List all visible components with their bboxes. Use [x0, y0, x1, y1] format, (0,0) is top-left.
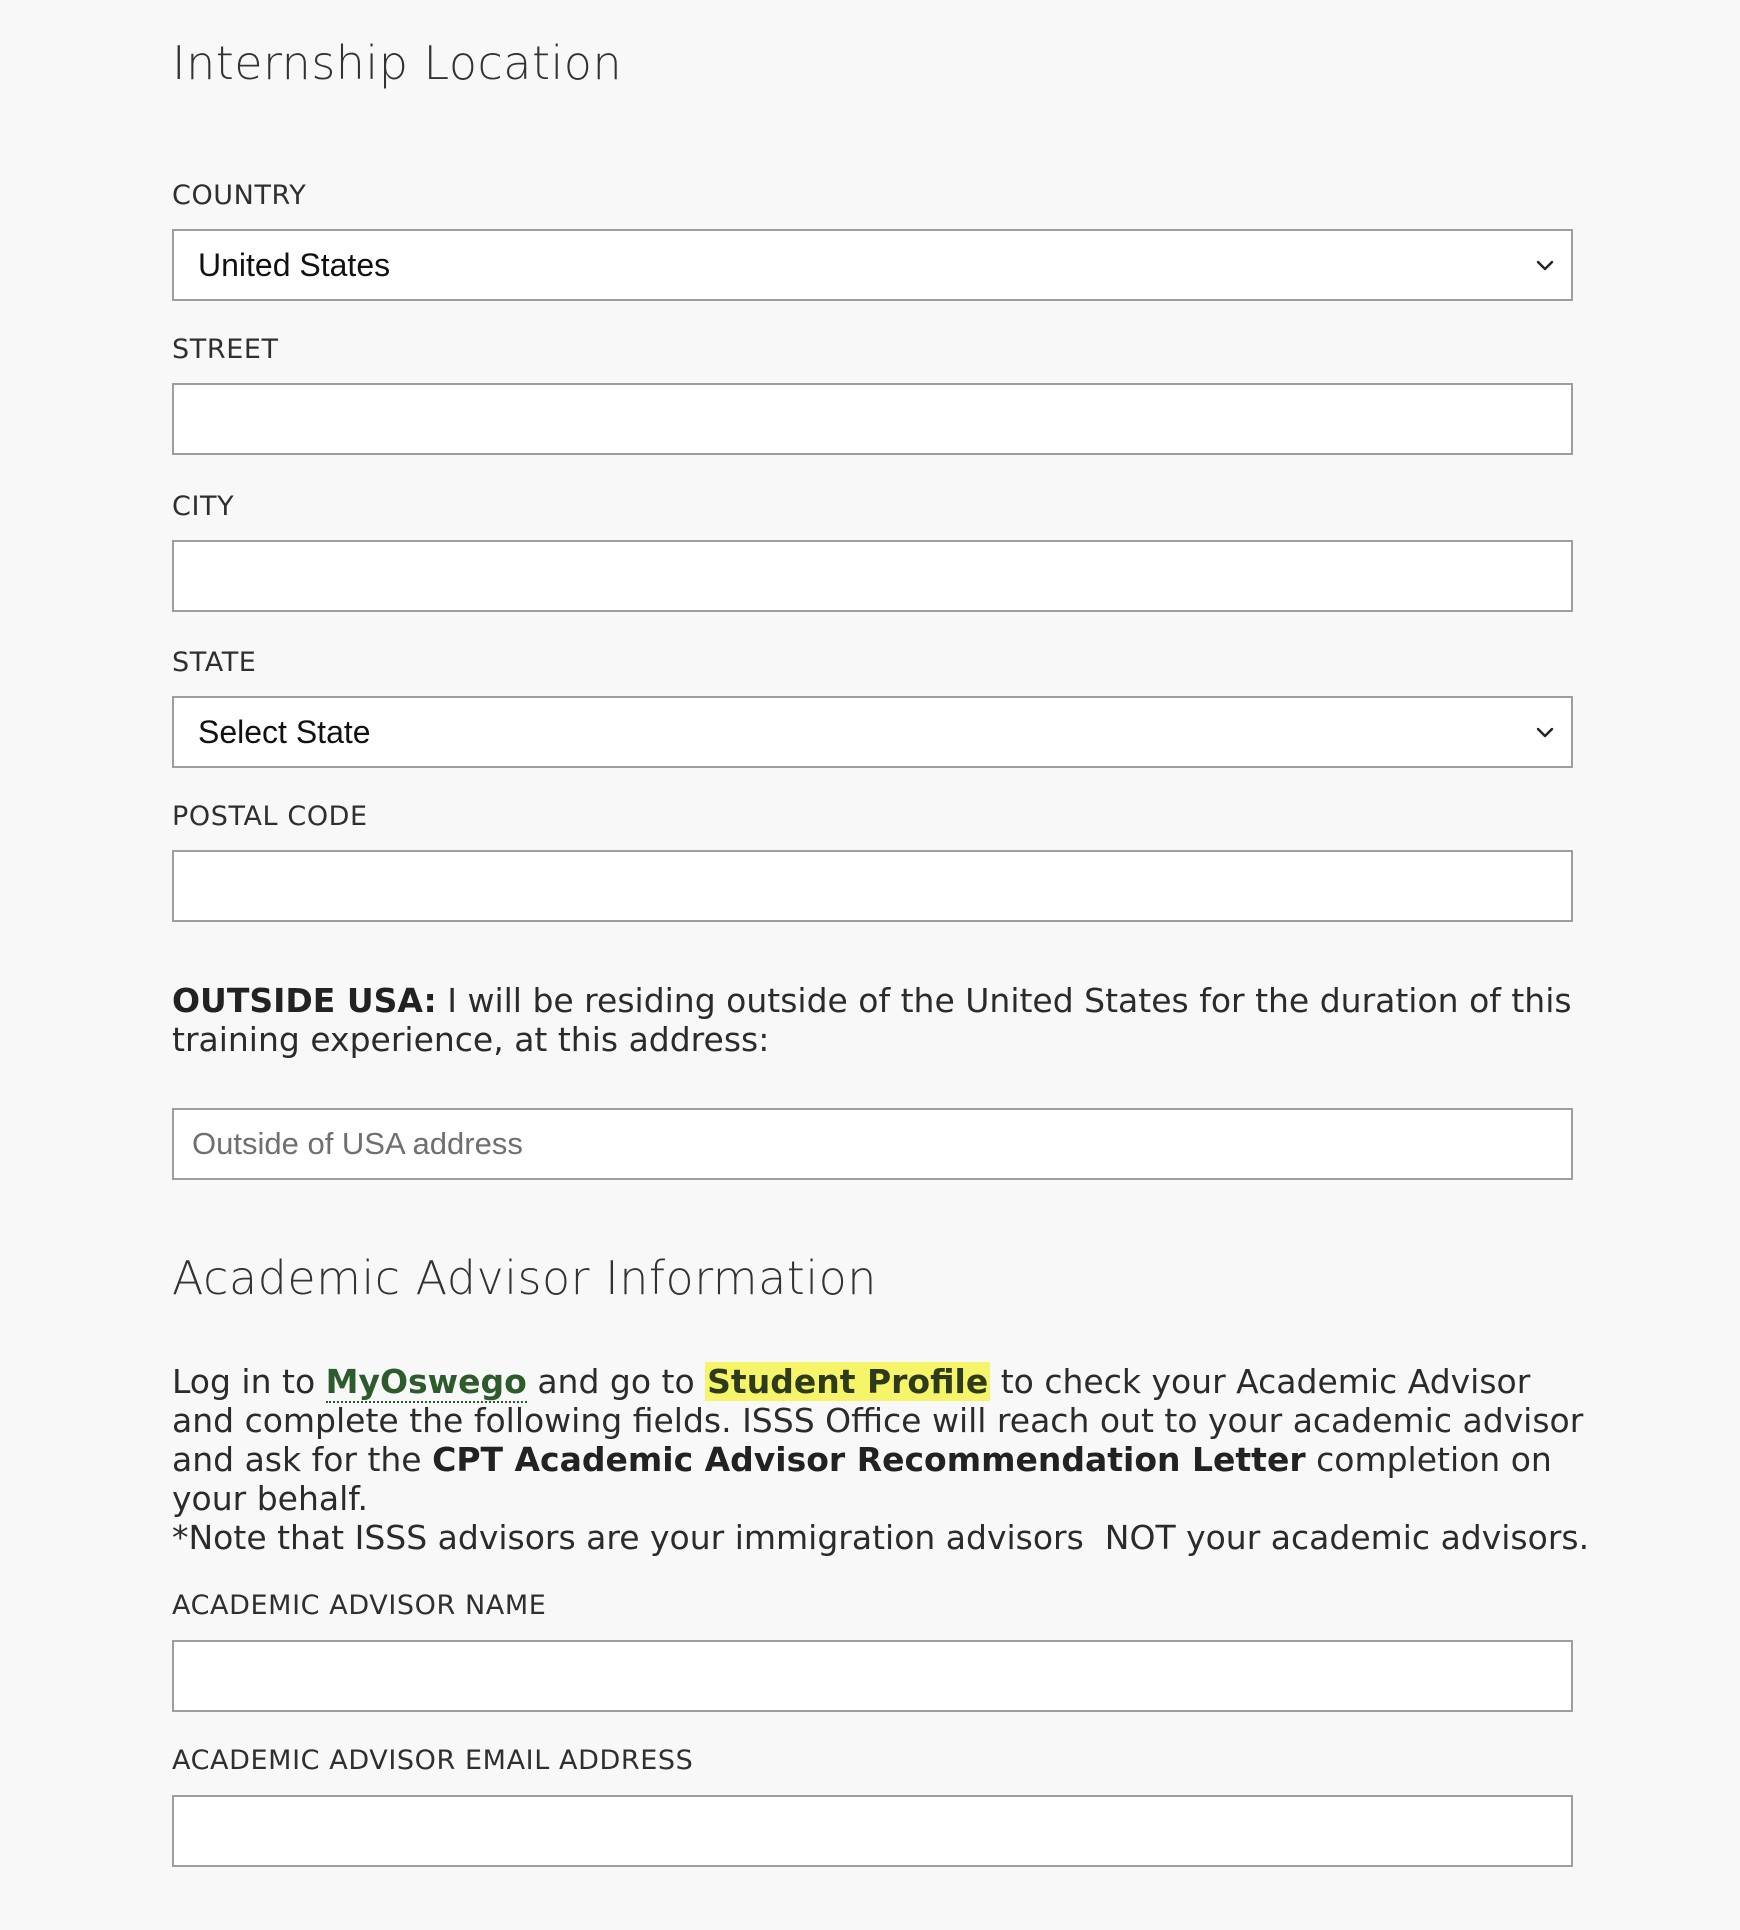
academic-advisor-intro: [172, 1362, 1592, 1518]
city-label: CITY: [172, 491, 235, 522]
state-select[interactable]: [172, 696, 1573, 768]
postal-code-input[interactable]: [172, 850, 1573, 922]
advisor-note: *Note that ISSS advisors are your immigration advisors NOT your academic advisors.: [172, 1518, 1590, 1557]
intro-text-3: to check your Academic Advisor and complete the following fields. ISSS Office will reach out to your academic advisor and ask for the: [172, 1362, 1584, 1479]
country-selected-value: United States: [198, 246, 391, 283]
street-input[interactable]: [172, 383, 1573, 455]
advisor-name-label: ACADEMIC ADVISOR NAME: [172, 1590, 547, 1621]
chevron-down-icon: [1533, 253, 1557, 277]
outside-usa-text: [172, 981, 1592, 1059]
country-label: COUNTRY: [172, 180, 307, 211]
country-select[interactable]: [172, 229, 1573, 301]
myoswego-link[interactable]: MyOswego: [325, 1362, 527, 1401]
outside-usa-address-input[interactable]: [172, 1108, 1573, 1180]
advisor-email-label: ACADEMIC ADVISOR EMAIL ADDRESS: [172, 1745, 694, 1776]
recommendation-letter-bold: CPT Academic Advisor Recommendation Letter: [432, 1440, 1306, 1479]
state-selected-value: Select State: [198, 713, 371, 750]
advisor-email-input[interactable]: [172, 1795, 1573, 1867]
outside-usa-description: I will be residing outside of the United States for the duration of this training experience, at this address:: [172, 981, 1572, 1059]
advisor-name-input[interactable]: [172, 1640, 1573, 1712]
chevron-down-icon: [1533, 720, 1557, 744]
postal-code-label: POSTAL CODE: [172, 801, 368, 832]
academic-advisor-heading: Academic Advisor Information: [172, 1251, 877, 1305]
outside-usa-bold: OUTSIDE USA:: [172, 981, 437, 1020]
city-input[interactable]: [172, 540, 1573, 612]
state-label: STATE: [172, 647, 257, 678]
intro-text-1: Log in to: [172, 1362, 326, 1401]
internship-location-heading: Internship Location: [172, 36, 623, 90]
street-label: STREET: [172, 334, 279, 365]
intro-text-4: completion on your behalf.: [172, 1440, 1552, 1518]
student-profile-highlight: Student Profile: [707, 1362, 989, 1401]
intro-text-2: and go to: [526, 1362, 706, 1401]
